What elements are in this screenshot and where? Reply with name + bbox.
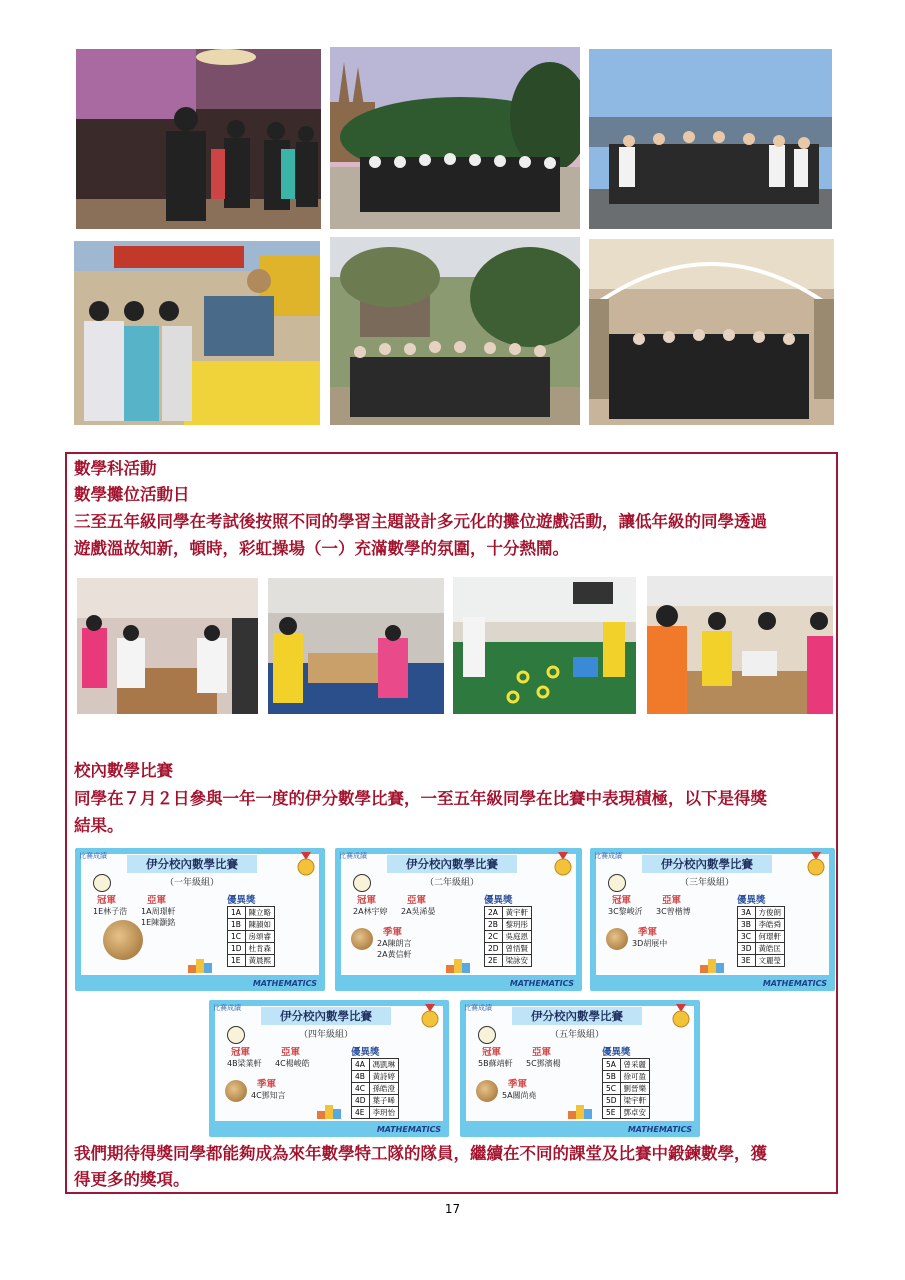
third-place-name: 5A關尚堯 — [502, 1091, 537, 1100]
merit-class: 2B — [485, 919, 503, 931]
table-row — [352, 1071, 399, 1083]
photo-arcade-group — [589, 239, 834, 425]
merit-class: 4A — [352, 1059, 370, 1071]
champion-label: 冠軍 — [231, 1047, 251, 1058]
certificate-card — [460, 1000, 700, 1137]
table-row — [738, 919, 785, 931]
photo-booth-2 — [268, 578, 444, 714]
runner-up-name: 2A吳浠晏 — [401, 907, 436, 916]
medal-icon — [807, 852, 825, 876]
merit-name: 劉晉樂 — [620, 1083, 650, 1095]
certificate-group: （三年級組） — [680, 878, 735, 888]
podium-icon — [700, 959, 724, 973]
mathematics-logo: MATHEMATICS — [762, 979, 827, 988]
table-row — [485, 931, 532, 943]
podium-icon — [568, 1105, 592, 1119]
merit-class: 5C — [603, 1083, 621, 1095]
merit-name: 黃宇軒 — [502, 907, 532, 919]
third-place-label: 季軍 — [508, 1079, 528, 1090]
table-row — [485, 955, 532, 967]
closing-paragraph-line1: 我們期待得獎同學都能夠成為來年數學特工隊的隊員，繼續在不同的課堂及比賽中鍛鍊數學，獲 — [74, 1144, 767, 1163]
champion-label: 冠軍 — [482, 1047, 502, 1058]
certificate-tag: 比賽成績 — [594, 852, 622, 860]
certificate-group: （一年級組） — [165, 878, 220, 888]
mathematics-logo: MATHEMATICS — [509, 979, 574, 988]
champion-name: 5B蘇靖軒 — [478, 1059, 513, 1068]
table-row — [603, 1083, 650, 1095]
photo-market-stall — [74, 241, 320, 425]
owl-mascot-icon — [608, 874, 626, 892]
merit-class: 2A — [485, 907, 503, 919]
table-row — [738, 955, 785, 967]
table-row — [228, 919, 275, 931]
merit-class: 3B — [738, 919, 756, 931]
table-row — [603, 1095, 650, 1107]
table-row — [352, 1083, 399, 1095]
photo-cathedral-group — [330, 47, 580, 229]
champion-label: 冠軍 — [357, 895, 377, 906]
table-row — [603, 1107, 650, 1119]
merit-class: 2D — [485, 943, 503, 955]
merit-class: 3E — [738, 955, 756, 967]
merit-name: 吳庭恩 — [502, 931, 532, 943]
table-row — [603, 1071, 650, 1083]
runner-up-label: 亞軍 — [147, 895, 167, 906]
merit-class: 4C — [352, 1083, 370, 1095]
certificate-tag: 比賽成績 — [79, 852, 107, 860]
mathematics-logo: MATHEMATICS — [252, 979, 317, 988]
certificate-title: 伊分校內數學比賽 — [387, 855, 517, 873]
merit-name: 李皓舜 — [755, 919, 785, 931]
champion-name: 1E林子浩 — [93, 907, 128, 916]
medal-icon — [672, 1004, 690, 1028]
subsection-heading-competition: 校內數學比賽 — [74, 761, 173, 780]
table-row — [485, 907, 532, 919]
table-row — [738, 931, 785, 943]
certificate-tag: 比賽成績 — [464, 1004, 492, 1012]
certificate-title: 伊分校內數學比賽 — [512, 1007, 642, 1025]
booth-paragraph-line1: 三至五年級同學在考試後按照不同的學習主題設計多元化的攤位遊戲活動，讓低年級的同學透過 — [74, 512, 767, 531]
photo-booth-4 — [647, 576, 833, 714]
merit-class: 4D — [352, 1095, 370, 1107]
photo-garden-group — [330, 237, 580, 425]
booth-paragraph-line2: 遊戲溫故知新，頓時，彩虹操場（一）充滿數學的氛圍，十分熱鬧。 — [74, 539, 569, 558]
owl-mascot-icon — [93, 874, 111, 892]
table-row — [352, 1107, 399, 1119]
runner-up-label: 亞軍 — [281, 1047, 301, 1058]
table-row — [228, 955, 275, 967]
third-place-label: 季軍 — [257, 1079, 277, 1090]
podium-icon — [446, 959, 470, 973]
mathematics-logo: MATHEMATICS — [627, 1125, 692, 1134]
mathematics-logo: MATHEMATICS — [376, 1125, 441, 1134]
merit-class: 1A — [228, 907, 246, 919]
subsection-heading-booth: 數學攤位活動日 — [74, 485, 190, 504]
competition-paragraph-line2: 結果。 — [74, 816, 124, 835]
math-section-frame — [65, 452, 838, 1194]
third-place-name: 3D胡展中 — [632, 939, 668, 948]
merit-class: 5D — [603, 1095, 621, 1107]
merit-label: 優異獎 — [227, 895, 256, 906]
certificate-tag: 比賽成績 — [213, 1004, 241, 1012]
runner-up-label: 亞軍 — [532, 1047, 552, 1058]
merit-name: 文麗瑩 — [755, 955, 785, 967]
merit-class: 3D — [738, 943, 756, 955]
merit-name: 鄧卓安 — [620, 1107, 650, 1119]
merit-class: 4B — [352, 1071, 370, 1083]
owl-mascot-icon — [478, 1026, 496, 1044]
merit-label: 優異獎 — [602, 1047, 631, 1058]
runner-up-name: 1E陳灝銘 — [141, 918, 176, 927]
merit-class: 1C — [228, 931, 246, 943]
champion-name: 3C黎峻沂 — [608, 907, 643, 916]
medal-icon — [554, 852, 572, 876]
merit-name: 陳韻如 — [245, 919, 275, 931]
merit-name: 陳立略 — [245, 907, 275, 919]
section-heading: 數學科活動 — [74, 459, 157, 478]
certificate-card — [75, 848, 325, 991]
runner-up-label: 亞軍 — [662, 895, 682, 906]
table-row — [228, 931, 275, 943]
merit-name: 梁詠安 — [502, 955, 532, 967]
certificate-card — [209, 1000, 449, 1137]
merit-table — [737, 906, 785, 967]
merit-name: 何璟軒 — [755, 931, 785, 943]
runner-up-name: 5C鄧濱楊 — [526, 1059, 561, 1068]
table-row — [603, 1059, 650, 1071]
podium-icon — [317, 1105, 341, 1119]
table-row — [738, 907, 785, 919]
table-row — [352, 1095, 399, 1107]
certificate-title: 伊分校內數學比賽 — [642, 855, 772, 873]
award-coin-icon — [225, 1080, 247, 1102]
table-row — [485, 919, 532, 931]
merit-label: 優異獎 — [351, 1047, 380, 1058]
merit-table — [602, 1058, 650, 1119]
merit-class: 1D — [228, 943, 246, 955]
table-row — [228, 943, 275, 955]
certificate-group: （五年級組） — [550, 1030, 605, 1040]
champion-name: 4B梁業軒 — [227, 1059, 262, 1068]
medal-icon — [297, 852, 315, 876]
merit-table — [227, 906, 275, 967]
merit-label: 優異獎 — [737, 895, 766, 906]
third-place-name: 2A陳朗言 — [377, 939, 412, 948]
third-place-name: 2A黃信軒 — [377, 950, 412, 959]
award-coin-icon — [606, 928, 628, 950]
merit-name: 曾采麗 — [620, 1059, 650, 1071]
merit-class: 5B — [603, 1071, 621, 1083]
merit-name: 黃晨熙 — [245, 955, 275, 967]
merit-class: 4E — [352, 1107, 370, 1119]
photo-booth-3 — [453, 577, 636, 714]
award-coin-icon — [476, 1080, 498, 1102]
photo-theatre-group — [76, 49, 321, 229]
merit-table — [484, 906, 532, 967]
certificate-title: 伊分校內數學比賽 — [127, 855, 257, 873]
merit-name: 孫皓澄 — [369, 1083, 399, 1095]
merit-class: 1E — [228, 955, 246, 967]
runner-up-name: 4C楊峻皓 — [275, 1059, 310, 1068]
third-place-label: 季軍 — [638, 927, 658, 938]
certificate-title: 伊分校內數學比賽 — [261, 1007, 391, 1025]
merit-label: 優異獎 — [484, 895, 513, 906]
certificate-card — [335, 848, 582, 991]
merit-name: 李玥怡 — [369, 1107, 399, 1119]
runner-up-name: 3C曾楷博 — [656, 907, 691, 916]
merit-name: 方俊朗 — [755, 907, 785, 919]
table-row — [738, 943, 785, 955]
merit-class: 3C — [738, 931, 756, 943]
table-row — [352, 1059, 399, 1071]
page-number: 17 — [444, 1202, 461, 1216]
table-row — [228, 907, 275, 919]
merit-name: 黃詩婷 — [369, 1071, 399, 1083]
photo-mountain-lookout — [589, 49, 832, 229]
merit-class: 5A — [603, 1059, 621, 1071]
medal-icon — [421, 1004, 439, 1028]
merit-name: 梁宇軒 — [620, 1095, 650, 1107]
competition-paragraph-line1: 同學在７月２日參與一年一度的伊分數學比賽，一至五年級同學在比賽中表現積極，以下是得獎 — [74, 789, 767, 808]
merit-name: 馮凱琳 — [369, 1059, 399, 1071]
merit-name: 杜肯森 — [245, 943, 275, 955]
merit-class: 2C — [485, 931, 503, 943]
merit-name: 黎玥彤 — [502, 919, 532, 931]
third-place-label: 季軍 — [383, 927, 403, 938]
table-row — [485, 943, 532, 955]
champion-label: 冠軍 — [612, 895, 632, 906]
photo-booth-1 — [77, 578, 258, 714]
merit-name: 徐可盈 — [620, 1071, 650, 1083]
champion-label: 冠軍 — [97, 895, 117, 906]
merit-class: 3A — [738, 907, 756, 919]
merit-class: 5E — [603, 1107, 621, 1119]
merit-name: 房頌睿 — [245, 931, 275, 943]
third-place-name: 4C鄧知言 — [251, 1091, 286, 1100]
merit-class: 1B — [228, 919, 246, 931]
merit-name: 曾悟賢 — [502, 943, 532, 955]
award-coin-icon — [103, 920, 143, 960]
champion-name: 2A林宇婷 — [353, 907, 388, 916]
closing-paragraph-line2: 得更多的獎項。 — [74, 1170, 190, 1189]
award-coin-icon — [351, 928, 373, 950]
merit-name: 葉子晞 — [369, 1095, 399, 1107]
merit-name: 黃皓匡 — [755, 943, 785, 955]
certificate-card — [590, 848, 835, 991]
merit-class: 2E — [485, 955, 503, 967]
certificate-group: （二年級組） — [425, 878, 480, 888]
owl-mascot-icon — [353, 874, 371, 892]
certificate-tag: 比賽成績 — [339, 852, 367, 860]
runner-up-label: 亞軍 — [407, 895, 427, 906]
runner-up-name: 1A周璟軒 — [141, 907, 176, 916]
owl-mascot-icon — [227, 1026, 245, 1044]
certificate-group: （四年級組） — [299, 1030, 354, 1040]
podium-icon — [188, 959, 212, 973]
merit-table — [351, 1058, 399, 1119]
